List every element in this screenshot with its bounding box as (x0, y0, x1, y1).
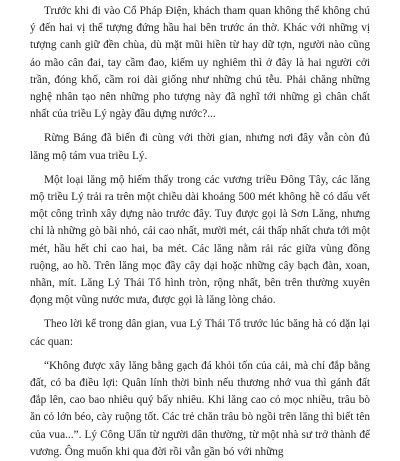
paragraph-1: Trước khi đi vào Cổ Pháp Điện, khách tham quan không thể không chú ý đến hai vị thể tượng đứng hầu hai bên trước án thờ. Khác với những vị tượng canh giữ đền chùa, dù mặt mũi hiền từ hay dữ tợn, người nào cũng áo mão cân đai, tay cầm đao, kiếm uy nghiêm thì ở đây là hai người cởi trần, đóng khố, cầm roi dài giống như những chú tễu. Phải chăng những nghệ nhân tạo nên những pho tượng này đã nghĩ tới những gì chân chất nhất của triều Lý ngày đầu dựng nước?... (30, 5, 370, 121)
paragraph-5: “Không được xây lăng bằng gạch đá khỏi tốn của cải, mà chỉ đắp bằng đất, có ba điều lợi: Quân lính thời bình nếu thương nhớ vua thì gánh đất đắp lên, cao bao nhiêu quý bấy nhiêu. Khi lăng cao cỏ mọc nhiều, trâu bò ăn cỏ lớn béo, cày ruộng tốt. Các trẻ chăn trâu bò ngồi trên lăng thì biết tên của vua...”. Lý Công Uẩn từ người dân thường, từ một nhà sư trở thành đế vương. Ông muốn khi qua đời rồi vẫn gần bó với những (30, 359, 370, 458)
paragraph-4: Theo lời kể trong dân gian, vua Lý Thái Tổ trước lúc băng hà có dặn lại các quan: (30, 318, 370, 348)
paragraph-2: Rừng Báng đã biến đi cùng với thời gian, nhưng nơi đây vẫn còn đủ lăng mộ tám vua triều Lý. (30, 132, 370, 162)
paragraph-3: Một loại lăng mộ hiếm thấy trong các vương triều Đông Tây, các lăng mộ triều Lý trải ra trên một chiều dài khoảng 500 mét không hề có dấu vết một công trình xây dựng nào trước đây. Tuy được gọi là Sơn Lăng, nhưng chỉ là những gò bãi nhỏ, cái cao nhất, mười mét, cái thấp nhất chưa tới một mét, hầu hết chỉ cao hai, ba mét. Các lăng nằm rải rác giữa vùng đồng ruộng, ao hồ. Trên lăng mọc đầy cây dại hoặc những cây bạch đàn, xoan, nhãn, mít. Lăng Lý Thái Tổ hình tròn, rộng nhất, bên trên thường xuyên đọng một vũng nước mưa, được gọi là lăng lòng chảo. (30, 173, 370, 307)
